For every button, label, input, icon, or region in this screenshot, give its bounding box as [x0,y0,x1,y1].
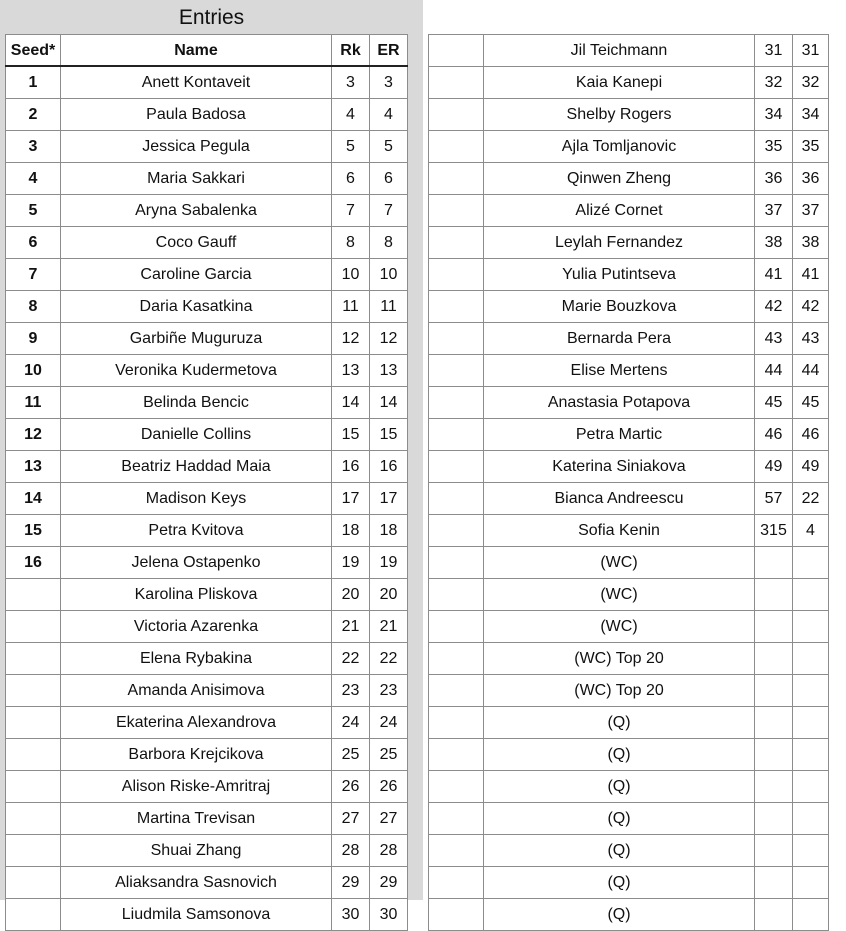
table-row [429,323,829,355]
entry-rank-cell: 19 [370,547,408,579]
name-cell: Daria Kasatkina [61,291,332,323]
entry-rank-cell [793,739,829,771]
seed-cell: 7 [6,259,61,291]
header-name: Name [61,35,332,67]
entry-rank-cell: 36 [793,163,829,195]
seed-cell [429,419,484,451]
name-cell: (Q) [484,771,755,803]
seed-cell: 1 [6,66,61,99]
entry-rank-cell: 30 [370,899,408,931]
rank-cell [755,547,793,579]
entry-rank-cell: 16 [370,451,408,483]
rank-cell: 42 [755,291,793,323]
seed-cell [6,771,61,803]
rank-cell: 25 [332,739,370,771]
seed-cell [429,355,484,387]
entry-rank-cell: 41 [793,259,829,291]
name-cell: Jessica Pegula [61,131,332,163]
rank-cell [755,739,793,771]
table-row [6,323,408,355]
rank-cell: 11 [332,291,370,323]
rank-cell: 45 [755,387,793,419]
table-row [429,163,829,195]
name-cell: Danielle Collins [61,419,332,451]
table-row [6,387,408,419]
entry-rank-cell [793,867,829,899]
table-row [429,579,829,611]
table-row [6,611,408,643]
rank-cell: 36 [755,163,793,195]
rank-cell: 13 [332,355,370,387]
rank-cell: 23 [332,675,370,707]
name-cell: Bianca Andreescu [484,483,755,515]
seed-cell: 3 [6,131,61,163]
entries-table-right [428,34,829,931]
seed-cell: 10 [6,355,61,387]
seed-cell: 16 [6,547,61,579]
name-cell: Sofia Kenin [484,515,755,547]
entry-rank-cell: 31 [793,35,829,67]
entry-rank-cell: 18 [370,515,408,547]
seed-cell [429,35,484,67]
entry-rank-cell: 32 [793,67,829,99]
seed-cell [429,227,484,259]
table-row [6,163,408,195]
rank-cell [755,835,793,867]
rank-cell: 32 [755,67,793,99]
entry-rank-cell: 21 [370,611,408,643]
table-row [429,803,829,835]
seed-cell [6,579,61,611]
entry-rank-cell [793,707,829,739]
rank-cell [755,899,793,931]
name-cell: Ekaterina Alexandrova [61,707,332,739]
entry-rank-cell: 45 [793,387,829,419]
seed-cell [429,163,484,195]
name-cell: (Q) [484,803,755,835]
entry-rank-cell [793,643,829,675]
table-row [429,387,829,419]
table-row [429,195,829,227]
name-cell: Aliaksandra Sasnovich [61,867,332,899]
table-row [429,451,829,483]
name-cell: (Q) [484,899,755,931]
table-row [6,547,408,579]
entry-rank-cell: 10 [370,259,408,291]
entry-rank-cell: 35 [793,131,829,163]
name-cell: Yulia Putintseva [484,259,755,291]
name-cell: (WC) [484,579,755,611]
entry-rank-cell: 4 [793,515,829,547]
name-cell: Qinwen Zheng [484,163,755,195]
rank-cell: 27 [332,803,370,835]
rank-cell: 29 [332,867,370,899]
name-cell: Shelby Rogers [484,99,755,131]
table-row [6,771,408,803]
seed-cell [429,835,484,867]
entry-rank-cell: 12 [370,323,408,355]
name-cell: Kaia Kanepi [484,67,755,99]
seed-cell: 11 [6,387,61,419]
table-row [429,419,829,451]
rank-cell: 49 [755,451,793,483]
rank-cell: 15 [332,419,370,451]
entry-rank-cell: 6 [370,163,408,195]
table-row [429,611,829,643]
table-row [6,739,408,771]
name-cell: Leylah Fernandez [484,227,755,259]
entry-rank-cell: 14 [370,387,408,419]
seed-cell: 14 [6,483,61,515]
name-cell: (Q) [484,707,755,739]
rank-cell: 3 [332,66,370,99]
name-cell: (WC) Top 20 [484,675,755,707]
name-cell: (Q) [484,867,755,899]
seed-cell [429,611,484,643]
seed-cell: 12 [6,419,61,451]
table-row [429,739,829,771]
header-rk: Rk [332,35,370,67]
seed-cell: 9 [6,323,61,355]
seed-cell [429,707,484,739]
seed-cell: 8 [6,291,61,323]
table-row [6,899,408,931]
entry-rank-cell: 8 [370,227,408,259]
entry-rank-cell: 17 [370,483,408,515]
rank-cell: 12 [332,323,370,355]
rank-cell: 43 [755,323,793,355]
entry-rank-cell: 49 [793,451,829,483]
name-cell: Aryna Sabalenka [61,195,332,227]
table-row [429,99,829,131]
entry-rank-cell: 24 [370,707,408,739]
entry-rank-cell: 37 [793,195,829,227]
name-cell: Jelena Ostapenko [61,547,332,579]
seed-cell [429,99,484,131]
rank-cell: 315 [755,515,793,547]
rank-cell: 28 [332,835,370,867]
rank-cell: 19 [332,547,370,579]
seed-cell [429,579,484,611]
rank-cell: 37 [755,195,793,227]
rank-cell: 46 [755,419,793,451]
seed-cell: 4 [6,163,61,195]
entry-rank-cell: 3 [370,66,408,99]
rank-cell: 20 [332,579,370,611]
name-cell: Katerina Siniakova [484,451,755,483]
entry-rank-cell: 27 [370,803,408,835]
name-cell: Beatriz Haddad Maia [61,451,332,483]
rank-cell: 31 [755,35,793,67]
seed-cell: 6 [6,227,61,259]
rank-cell: 44 [755,355,793,387]
table-row [429,675,829,707]
seed-cell [429,195,484,227]
name-cell: (WC) [484,611,755,643]
table-row [6,227,408,259]
table-row [6,483,408,515]
name-cell: Alizé Cornet [484,195,755,227]
table-row [6,291,408,323]
table-row [6,131,408,163]
entry-rank-cell: 22 [793,483,829,515]
rank-cell [755,579,793,611]
entry-rank-cell: 25 [370,739,408,771]
seed-cell [6,611,61,643]
rank-cell: 10 [332,259,370,291]
seed-cell [6,867,61,899]
name-cell: Coco Gauff [61,227,332,259]
table-row [6,515,408,547]
rank-cell: 21 [332,611,370,643]
name-cell: Petra Kvitova [61,515,332,547]
seed-cell [429,451,484,483]
table-row [429,515,829,547]
table-row [6,643,408,675]
table-row [429,707,829,739]
name-cell: Martina Trevisan [61,803,332,835]
rank-cell: 6 [332,163,370,195]
table-row [6,195,408,227]
entry-rank-cell: 43 [793,323,829,355]
table-row [6,803,408,835]
table-row [6,355,408,387]
entry-rank-cell: 7 [370,195,408,227]
entry-rank-cell: 42 [793,291,829,323]
name-cell: Elise Mertens [484,355,755,387]
table-row [6,451,408,483]
name-cell: (Q) [484,739,755,771]
table-header-row [6,35,408,67]
name-cell: Bernarda Pera [484,323,755,355]
seed-cell [429,131,484,163]
seed-cell: 2 [6,99,61,131]
seed-cell [429,387,484,419]
table-row [6,675,408,707]
entry-rank-cell: 23 [370,675,408,707]
entry-rank-cell: 13 [370,355,408,387]
name-cell: (WC) [484,547,755,579]
rank-cell: 5 [332,131,370,163]
seed-cell [429,899,484,931]
rank-cell [755,675,793,707]
rank-cell [755,611,793,643]
name-cell: Caroline Garcia [61,259,332,291]
entry-rank-cell [793,899,829,931]
entry-rank-cell: 28 [370,835,408,867]
table-row [6,66,408,99]
seed-cell [429,803,484,835]
entry-rank-cell: 29 [370,867,408,899]
seed-cell [429,771,484,803]
rank-cell: 17 [332,483,370,515]
table-row [429,771,829,803]
seed-cell [6,707,61,739]
seed-cell [429,67,484,99]
entry-rank-cell: 34 [793,99,829,131]
rank-cell: 41 [755,259,793,291]
table-row [429,547,829,579]
entry-rank-cell: 44 [793,355,829,387]
rank-cell: 30 [332,899,370,931]
seed-cell [429,675,484,707]
seed-cell [6,643,61,675]
rank-cell: 7 [332,195,370,227]
table-row [429,835,829,867]
page-title: Entries [178,6,245,29]
entries-table-left [5,34,408,931]
rank-cell [755,771,793,803]
seed-cell [429,547,484,579]
seed-cell: 5 [6,195,61,227]
table-row [6,579,408,611]
table-row [429,483,829,515]
name-cell: Alison Riske-Amritraj [61,771,332,803]
entry-rank-cell: 26 [370,771,408,803]
entry-rank-cell: 11 [370,291,408,323]
table-row [6,707,408,739]
seed-cell [6,675,61,707]
header-seed: Seed* [6,35,61,67]
name-cell: (Q) [484,835,755,867]
table-row [6,835,408,867]
rank-cell: 16 [332,451,370,483]
seed-cell [6,803,61,835]
name-cell: Madison Keys [61,483,332,515]
left-table-body [6,66,408,931]
seed-cell [6,899,61,931]
name-cell: Jil Teichmann [484,35,755,67]
name-cell: Ajla Tomljanovic [484,131,755,163]
name-cell: Belinda Bencic [61,387,332,419]
entry-rank-cell [793,611,829,643]
seed-cell [429,643,484,675]
name-cell: Victoria Azarenka [61,611,332,643]
rank-cell [755,643,793,675]
rank-cell: 35 [755,131,793,163]
name-cell: Maria Sakkari [61,163,332,195]
rank-cell: 26 [332,771,370,803]
table-row [429,259,829,291]
seed-cell: 13 [6,451,61,483]
name-cell: Elena Rybakina [61,643,332,675]
name-cell: Veronika Kudermetova [61,355,332,387]
name-cell: Shuai Zhang [61,835,332,867]
name-cell: Marie Bouzkova [484,291,755,323]
table-row [429,131,829,163]
entry-rank-cell [793,835,829,867]
table-row [429,67,829,99]
seed-cell [6,835,61,867]
entry-rank-cell [793,771,829,803]
rank-cell: 14 [332,387,370,419]
table-row [429,867,829,899]
rank-cell [755,867,793,899]
entry-rank-cell [793,675,829,707]
rank-cell: 38 [755,227,793,259]
rank-cell: 57 [755,483,793,515]
table-row [6,259,408,291]
entry-rank-cell [793,547,829,579]
rank-cell [755,707,793,739]
seed-cell [6,739,61,771]
seed-cell [429,739,484,771]
name-cell: Anastasia Potapova [484,387,755,419]
seed-cell [429,867,484,899]
rank-cell [755,803,793,835]
seed-cell [429,291,484,323]
entry-rank-cell: 20 [370,579,408,611]
name-cell: Barbora Krejcikova [61,739,332,771]
table-row [6,99,408,131]
entry-rank-cell [793,579,829,611]
rank-cell: 4 [332,99,370,131]
table-row [6,867,408,899]
entry-rank-cell: 46 [793,419,829,451]
header-er: ER [370,35,408,67]
right-table-body [429,35,829,931]
rank-cell: 34 [755,99,793,131]
name-cell: Paula Badosa [61,99,332,131]
table-row [429,35,829,67]
entry-rank-cell [793,803,829,835]
name-cell: Anett Kontaveit [61,66,332,99]
seed-cell: 15 [6,515,61,547]
rank-cell: 8 [332,227,370,259]
name-cell: Amanda Anisimova [61,675,332,707]
table-row [429,227,829,259]
rank-cell: 18 [332,515,370,547]
entry-rank-cell: 4 [370,99,408,131]
entry-rank-cell: 22 [370,643,408,675]
table-row [429,291,829,323]
seed-cell [429,323,484,355]
seed-cell [429,259,484,291]
table-row [429,355,829,387]
table-row [6,419,408,451]
name-cell: Petra Martic [484,419,755,451]
rank-cell: 24 [332,707,370,739]
name-cell: Liudmila Samsonova [61,899,332,931]
table-row [429,899,829,931]
name-cell: Karolina Pliskova [61,579,332,611]
name-cell: Garbiñe Muguruza [61,323,332,355]
entry-rank-cell: 15 [370,419,408,451]
seed-cell [429,483,484,515]
entry-rank-cell: 38 [793,227,829,259]
seed-cell [429,515,484,547]
rank-cell: 22 [332,643,370,675]
table-row [429,643,829,675]
name-cell: (WC) Top 20 [484,643,755,675]
entry-rank-cell: 5 [370,131,408,163]
